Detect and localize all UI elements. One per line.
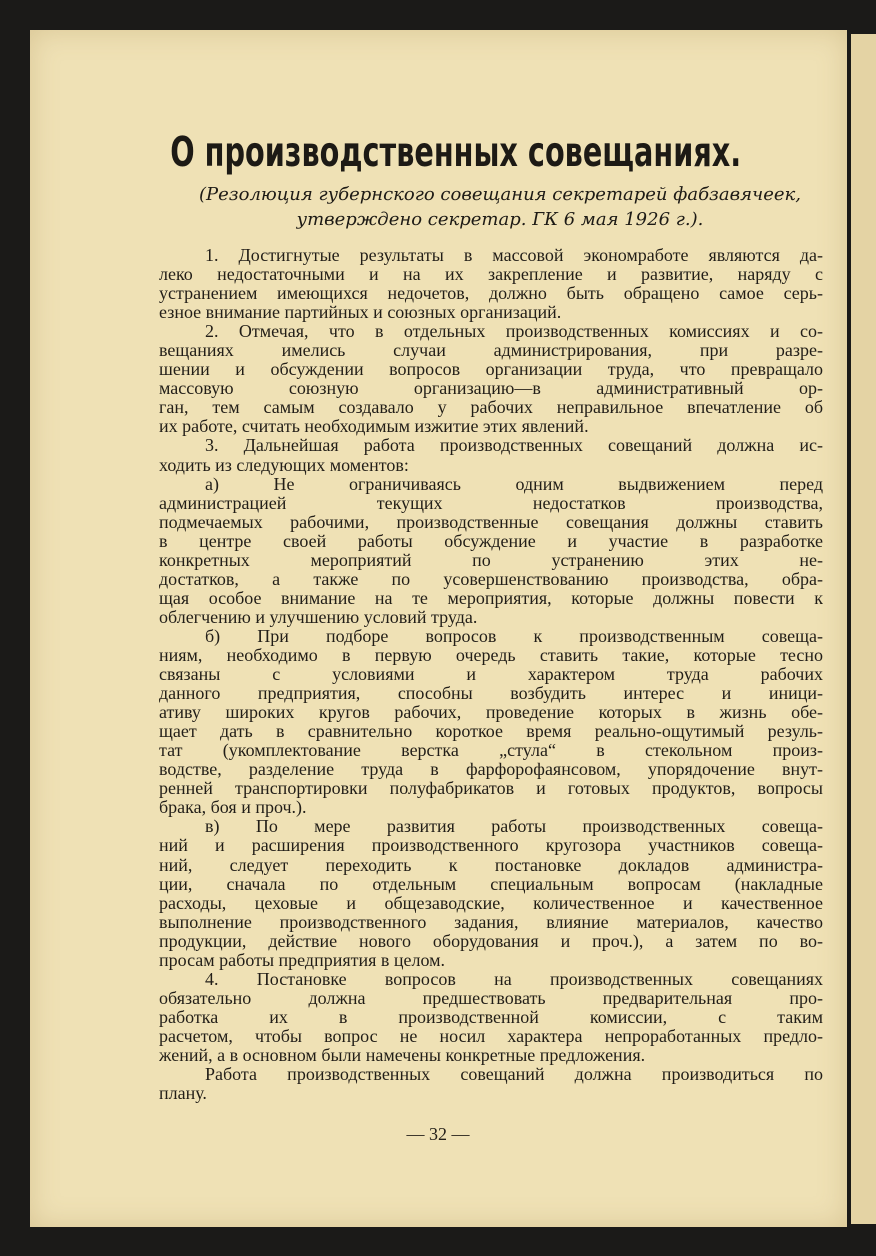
- text-line: а) Не ограничиваясь одним выдвижением перед: [205, 474, 823, 494]
- text-line: данного предприятия, способны возбудить интерес и иници-: [159, 684, 823, 704]
- text-line: плану.: [159, 1084, 207, 1104]
- text-line: 1. Достигнутые результаты в массовой экономработе являются да-: [205, 246, 823, 265]
- text-line: массовую союзную организацию—в административный ор-: [159, 379, 823, 399]
- text-line: ний, следует переходить к постановке докладов администра-: [159, 855, 823, 875]
- text-line: связаны с условиями и характером труда рабочих: [159, 665, 823, 685]
- text-line: администрацией текущих недостатков производства,: [159, 493, 823, 513]
- text-line: щает дать в сравнительно короткое время реально-ощутимый резуль-: [159, 722, 823, 742]
- text-line: б) При подборе вопросов к производственным совеща-: [205, 626, 823, 646]
- subtitle-line: (Резолюция губернского совещания секретарей фабзавячеек,: [199, 184, 801, 205]
- text-line: вещаниях имелись случаи администрирования, при разре-: [159, 341, 823, 361]
- text-line: продукции, действие нового оборудования и проч.), а затем по во-: [159, 931, 823, 951]
- text-line: работка их в производственной комиссии, с таким: [159, 1007, 823, 1027]
- text-line: облегчению и улучшению условий труда.: [159, 607, 478, 627]
- text-line: ативу широких кругов рабочих, проведение которых в жизнь обе-: [159, 703, 823, 723]
- text-line: устранением имеющихся недочетов, должно быть обращено самое серь-: [159, 284, 823, 304]
- text-line: водстве, разделение труда в фарфорофаянсовом, упорядочение внут-: [159, 760, 823, 780]
- text-line: ний и расширения производственного кругозора участников совеща-: [159, 836, 823, 856]
- text-line: ции, сначала по отдельным специальным вопросам (накладные: [159, 874, 823, 894]
- text-line: конкретных мероприятий по устранению этих не-: [159, 550, 823, 570]
- text-line: брака, боя и проч.).: [159, 798, 307, 818]
- text-line: 2. Отмечая, что в отдельных производственных комиссиях и со-: [205, 322, 823, 342]
- text-line: просам работы предприятия в целом.: [159, 950, 446, 970]
- text-line: 4. Постановке вопросов на производственных совещаниях: [205, 969, 823, 989]
- text-line: леко недостаточными и на их закрепление и развитие, наряду с: [159, 265, 823, 285]
- text-line: ниям, необходимо в первую очередь ставить такие, которые тесно: [159, 645, 823, 665]
- page-title: О производственных совещаниях.: [170, 128, 742, 176]
- adjacent-page-edge: [851, 34, 876, 1224]
- text-line: ган, тем самым создавало у рабочих неправильное впечатление об: [159, 398, 823, 418]
- text-line: шении и обсуждении вопросов организации труда, что превращало: [159, 360, 823, 380]
- text-line: ходить из следующих моментов:: [159, 455, 409, 475]
- text-line: выполнение производственного задания, влияние материалов, качество: [159, 912, 823, 932]
- text-line: их работе, считать необходимым изжитие этих явлений.: [159, 417, 589, 437]
- text-line: езное внимание партийных и союзных организаций.: [159, 303, 562, 323]
- text-line: в центре своей работы обсуждение и участие в разработке: [159, 531, 823, 551]
- text-line: жений, а в основном были намечены конкретные предложения.: [159, 1045, 646, 1065]
- text-line: 3. Дальнейшая работа производственных совещаний должна ис-: [205, 436, 823, 456]
- text-line: подмечаемых рабочими, производственные совещания должны ставить: [159, 512, 823, 532]
- text-line: достатков, а также по усовершенствованию производства, обра-: [159, 569, 823, 589]
- text-line: расчетом, чтобы вопрос не носил характера непроработанных предло-: [159, 1026, 823, 1046]
- subtitle-line: утверждено секретар. ГК 6 мая 1926 г.).: [296, 209, 704, 230]
- text-line: щая особое внимание на те мероприятия, которые должны повести к: [159, 588, 823, 608]
- text-line: обязательно должна предшествовать предварительная про-: [159, 988, 823, 1008]
- page-number: — 32 —: [406, 1124, 470, 1144]
- text-line: ренней транспортировки полуфабрикатов и готовых продуктов, вопросы: [159, 779, 823, 799]
- text-line: в) По мере развития работы производственных совеща-: [205, 817, 823, 837]
- text-line: тат (укомплектование верстка „стула“ в стекольном произ-: [159, 741, 823, 761]
- text-line: расходы, цеховые и общезаводские, количественное и качественное: [159, 893, 823, 913]
- resolution-body: [159, 246, 823, 1103]
- subtitle: [160, 182, 840, 232]
- text-line: Работа производственных совещаний должна производиться по: [205, 1065, 823, 1085]
